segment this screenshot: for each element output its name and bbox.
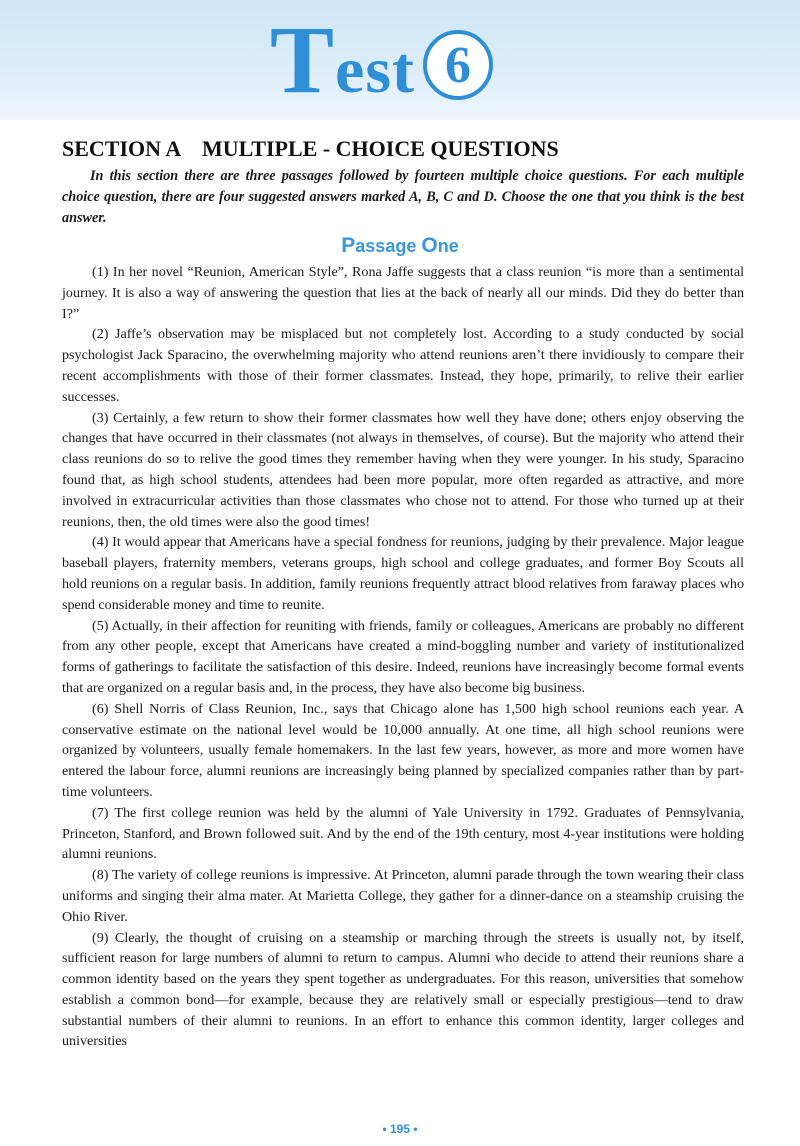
paragraph-4: (4) It would appear that Americans have a special fondness for reunions, judging by their prevalence. Major league baseball players, fraternity members, veterans groups, high school and college graduates, and former Boy Scouts all hold reunions on a regular basis. In addition, family reunions frequently attract blood relatives from faraway places who spend considerable money and time to reunite. bbox=[62, 534, 744, 613]
passage-title-rest-1: assage bbox=[355, 236, 417, 256]
paragraph-8: (8) The variety of college reunions is impressive. At Princeton, alumni parade through the town wearing their class uniforms and singing their alma mater. At Marietta College, they gather for a dinner-dance on a steamship cruising the Ohio River. bbox=[62, 867, 744, 925]
paragraph-1: (1) In her novel “Reunion, American Style”, Rona Jaffe suggests that a class reunion “is more than a sentimental journey. It is also a way of answering the question that lies at the back of nearly all our minds. Did they do better than I?” bbox=[62, 264, 744, 322]
test-title-word bbox=[270, 6, 415, 113]
paragraph-3: (3) Certainly, a few return to show their former classmates how well they have done; others enjoy observing the changes that have occurred in their classmates (not always in themselves, of course). But the majority who attend their class reunions do so to relive the good times they remember having when they were younger. In his study, Sparacino found that, as high school students, attendees had been more popular, more often regarded as attractive, and more involved in extracurricular activities than those classmates who chose not to attend. For those who turned up at their reunions, then, the old times were also the good times! bbox=[62, 409, 744, 530]
paragraph-6: (6) Shell Norris of Class Reunion, Inc., says that Chicago alone has 1,500 high school reunions each year. A conservative estimate on the national level would be 10,000 annually. At one time, all high school reunions were organized by volunteers, usually female homemakers. In the last few years, however, as more and more women have entered the labour force, alumni reunions are increasingly being planned by specialized companies rather than by part-time volunteers. bbox=[62, 700, 744, 800]
paragraph-5: (5) Actually, in their affection for reuniting with friends, family or colleagues, Americans are probably no different from any other people, except that Americans have created a mind-boggling number and variety of institutionalized forms of gatherings to facilitate the satisfaction of this desire. Indeed, reunions have increasingly become formal events that are organized on a regular basis and, in the process, they have also become big business. bbox=[62, 617, 744, 696]
passage-body bbox=[62, 262, 744, 1052]
passage-title bbox=[0, 234, 800, 258]
passage-title-cap-2: O bbox=[421, 234, 438, 257]
paragraph-2: (2) Jaffe’s observation may be misplaced but not completely lost. According to a study conducted by social psychologist Jack Sparacino, the overwhelming majority who attend reunions aren’t there invidiously to compare their recent accomplishments with those of their former classmates. Instead, they hope, primarily, to relive their earlier successes. bbox=[62, 326, 744, 405]
test-number-badge: 6 bbox=[423, 30, 493, 100]
test-title bbox=[270, 6, 493, 113]
section-instructions: In this section there are three passages followed by fourteen multiple choice questions. For each multiple choice question, there are four suggested answers marked A, B, C and D. Choose the one that you think is the best answer. bbox=[62, 168, 744, 226]
test-title-rest: est bbox=[335, 34, 415, 107]
passage-title-cap-1: P bbox=[341, 234, 356, 257]
test-title-initial: T bbox=[270, 6, 336, 113]
header-banner bbox=[0, 0, 800, 120]
page-number: • 195 • bbox=[382, 1122, 418, 1136]
section-heading: SECTION A MULTIPLE - CHOICE QUESTIONS bbox=[62, 136, 559, 161]
paragraph-9: (9) Clearly, the thought of cruising on a steamship or marching through the streets is usually not, by itself, sufficient reason for large numbers of alumni to return to campus. Alumni who decide to attend their reunions share a common identity based on the years they spent together as undergraduates. For this reason, universities that somehow establish a common bond—for example, because they are relatively small or especially prestigious—tend to draw substantial numbers of their alumni to reunions. In an effort to enhance this common identity, larger colleges and universities bbox=[62, 929, 744, 1050]
paragraph-7: (7) The first college reunion was held by the alumni of Yale University in 1792. Graduates of Pennsylvania, Princeton, Stanford, and Brown followed suit. And by the end of the 19th century, most 4-year institutions were holding alumni reunions. bbox=[62, 804, 744, 863]
passage-title-rest-2: ne bbox=[437, 236, 459, 256]
